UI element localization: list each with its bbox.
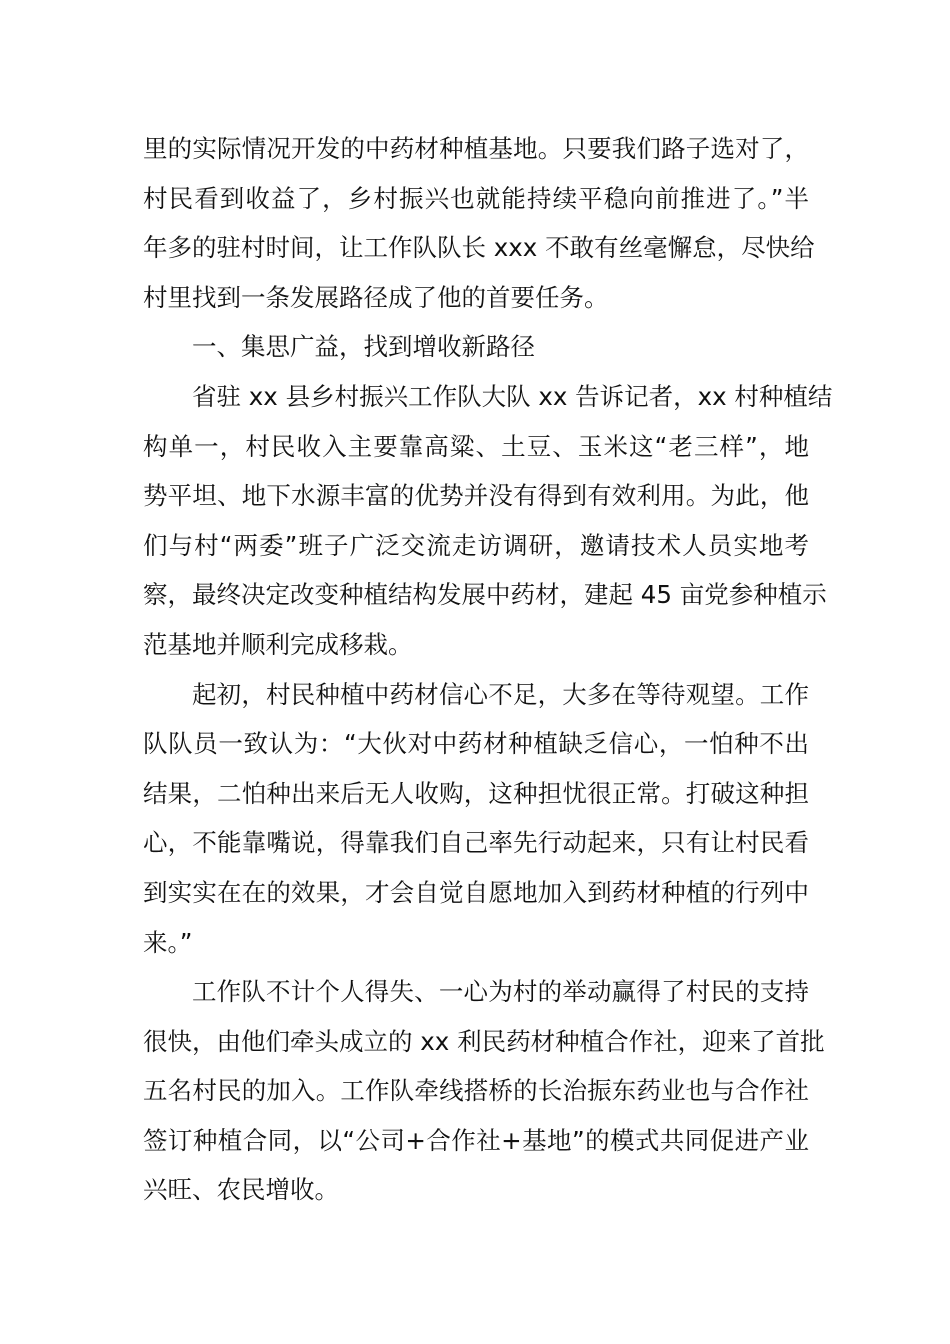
text-line: 到实实在在的效果，才会自觉自愿地加入到药材种植的行列中 <box>143 877 809 907</box>
text-line: 来。” <box>143 927 193 957</box>
text-line: 一、集思广益，找到增收新路径 <box>192 332 535 362</box>
text-line: 起初，村民种植中药材信心不足，大多在等待观望。工作 <box>192 679 809 709</box>
text-line: 省驻 xx 县乡村振兴工作队大队 xx 告诉记者，xx 村种植结 <box>192 381 833 411</box>
document-body <box>143 124 833 1215</box>
text-line: 察，最终决定改变种植结构发展中药材，建起 45 亩党参种植示 <box>143 580 827 610</box>
text-line: 构单一，村民收入主要靠高粱、土豆、玉米这“老三样”，地 <box>143 431 809 461</box>
text-line: 范基地并顺利完成移栽。 <box>143 629 413 659</box>
text-line: 里的实际情况开发的中药材种植基地。只要我们路子选对了， <box>143 134 809 163</box>
text-line: 五名村民的加入。工作队牵线搭桥的长治振东药业也与合作社 <box>143 1076 809 1106</box>
text-line: 结果，二怕种出来后无人收购，这种担忧很正常。打破这种担 <box>143 778 809 808</box>
text-line: 年多的驻村时间，让工作队队长 xxx 不敢有丝毫懈怠，尽快给 <box>143 233 815 263</box>
text-line: 队队员一致认为：“大伙对中药材种植缺乏信心，一怕种不出 <box>143 729 809 759</box>
text-line: 工作队不计个人得失、一心为村的举动赢得了村民的支持 <box>192 977 809 1007</box>
text-line: 兴旺、农民增收。 <box>143 1175 339 1205</box>
text-line: 签订种植合同，以“公司+合作社+基地”的模式共同促进产业 <box>143 1125 809 1155</box>
text-line: 心，不能靠嘴说，得靠我们自己率先行动起来，只有让村民看 <box>143 828 809 858</box>
text-line: 们与村“两委”班子广泛交流走访调研，邀请技术人员实地考 <box>143 530 809 560</box>
text-line: 村民看到收益了，乡村振兴也就能持续平稳向前推进了。”半 <box>143 183 809 213</box>
text-line: 势平坦、地下水源丰富的优势并没有得到有效利用。为此，他 <box>143 481 809 511</box>
text-line: 村里找到一条发展路径成了他的首要任务。 <box>143 282 609 312</box>
text-line: 很快，由他们牵头成立的 xx 利民药材种植合作社，迎来了首批 <box>143 1026 825 1056</box>
